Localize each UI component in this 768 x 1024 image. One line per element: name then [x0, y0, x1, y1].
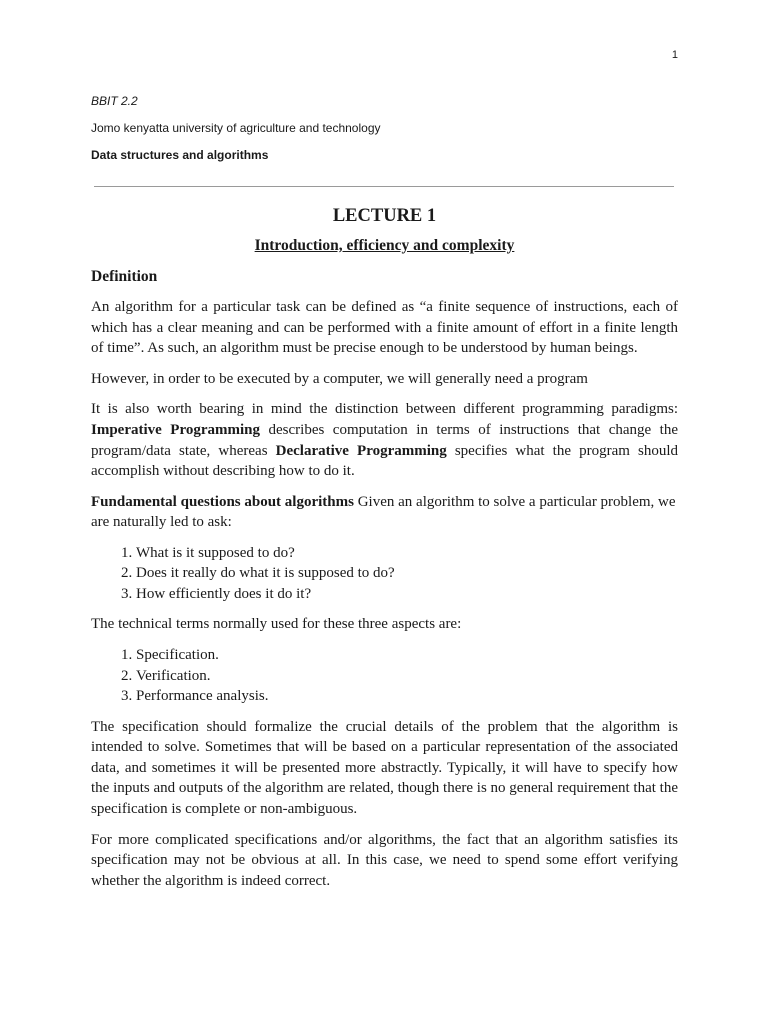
- page-number: 1: [671, 49, 678, 61]
- list-item: 1. What is it supposed to do?: [136, 543, 678, 564]
- lecture-title: LECTURE 1: [332, 206, 437, 226]
- list-item: 1. Specification.: [136, 645, 678, 666]
- terms-intro: The technical terms normally used for these three aspects are:: [91, 616, 462, 633]
- header-divider: [94, 186, 674, 187]
- program-paragraph: However, in order to be executed by a computer, we will generally need a program: [91, 370, 588, 387]
- imperative-programming-term: Imperative Programming: [91, 421, 261, 438]
- course-code: BBIT 2.2: [91, 94, 138, 108]
- paradigms-text-2: describes computation in terms of instructions that change the program/data state, whereas: [91, 421, 678, 459]
- terms-list: [91, 645, 678, 707]
- document-body: [91, 200, 678, 901]
- paradigms-text-3: specifies what the program should accomplish without describing how to do it.: [91, 442, 679, 480]
- paradigms-paragraph: [91, 399, 678, 481]
- lecture-subtitle: Introduction, efficiency and complexity: [254, 237, 515, 254]
- list-item: 2. Does it really do what it is supposed to do?: [136, 563, 678, 584]
- specification-paragraph: The specification should formalize the crucial details of the problem that the algorithm is intended to solve. Sometimes that will be based on a particular representation of the associated data, and sometimes it will be presented more abstractly. Typically, it will have to specify how the inputs and outputs of the algorithm are related, though there is no general requirement that the specification is complete or non-ambiguous.: [91, 718, 678, 817]
- list-item: 3. How efficiently does it do it?: [136, 584, 678, 605]
- fundamental-heading: Fundamental questions about algorithms: [91, 493, 354, 510]
- definition-paragraph: An algorithm for a particular task can be defined as “a finite sequence of instructions, each of which has a clear meaning and can be performed with a finite amount of effort in a finite length of time”. As such, an algorithm must be precise enough to be understood by human beings.: [91, 299, 678, 357]
- document-header: [91, 92, 681, 173]
- questions-list: [91, 543, 678, 605]
- paradigms-text-1: It is also worth bearing in mind the distinction between different programming paradigms:: [91, 401, 678, 418]
- declarative-programming-term: Declarative Programming: [275, 442, 447, 459]
- university-name: Jomo kenyatta university of agriculture and technology: [91, 121, 381, 135]
- course-title: Data structures and algorithms: [91, 148, 269, 162]
- list-item: 2. Verification.: [136, 666, 678, 687]
- fundamental-text: Given an algorithm to solve a particular problem, we are naturally led to ask:: [91, 493, 676, 531]
- list-item: 3. Performance analysis.: [136, 686, 678, 707]
- verification-paragraph: For more complicated specifications and/or algorithms, the fact that an algorithm satisfies its specification may not be obvious at all. In this case, we need to spend some effort verifying whether the algorithm is indeed correct.: [91, 831, 678, 889]
- fundamental-paragraph: [91, 492, 678, 533]
- definition-heading: Definition: [91, 268, 158, 285]
